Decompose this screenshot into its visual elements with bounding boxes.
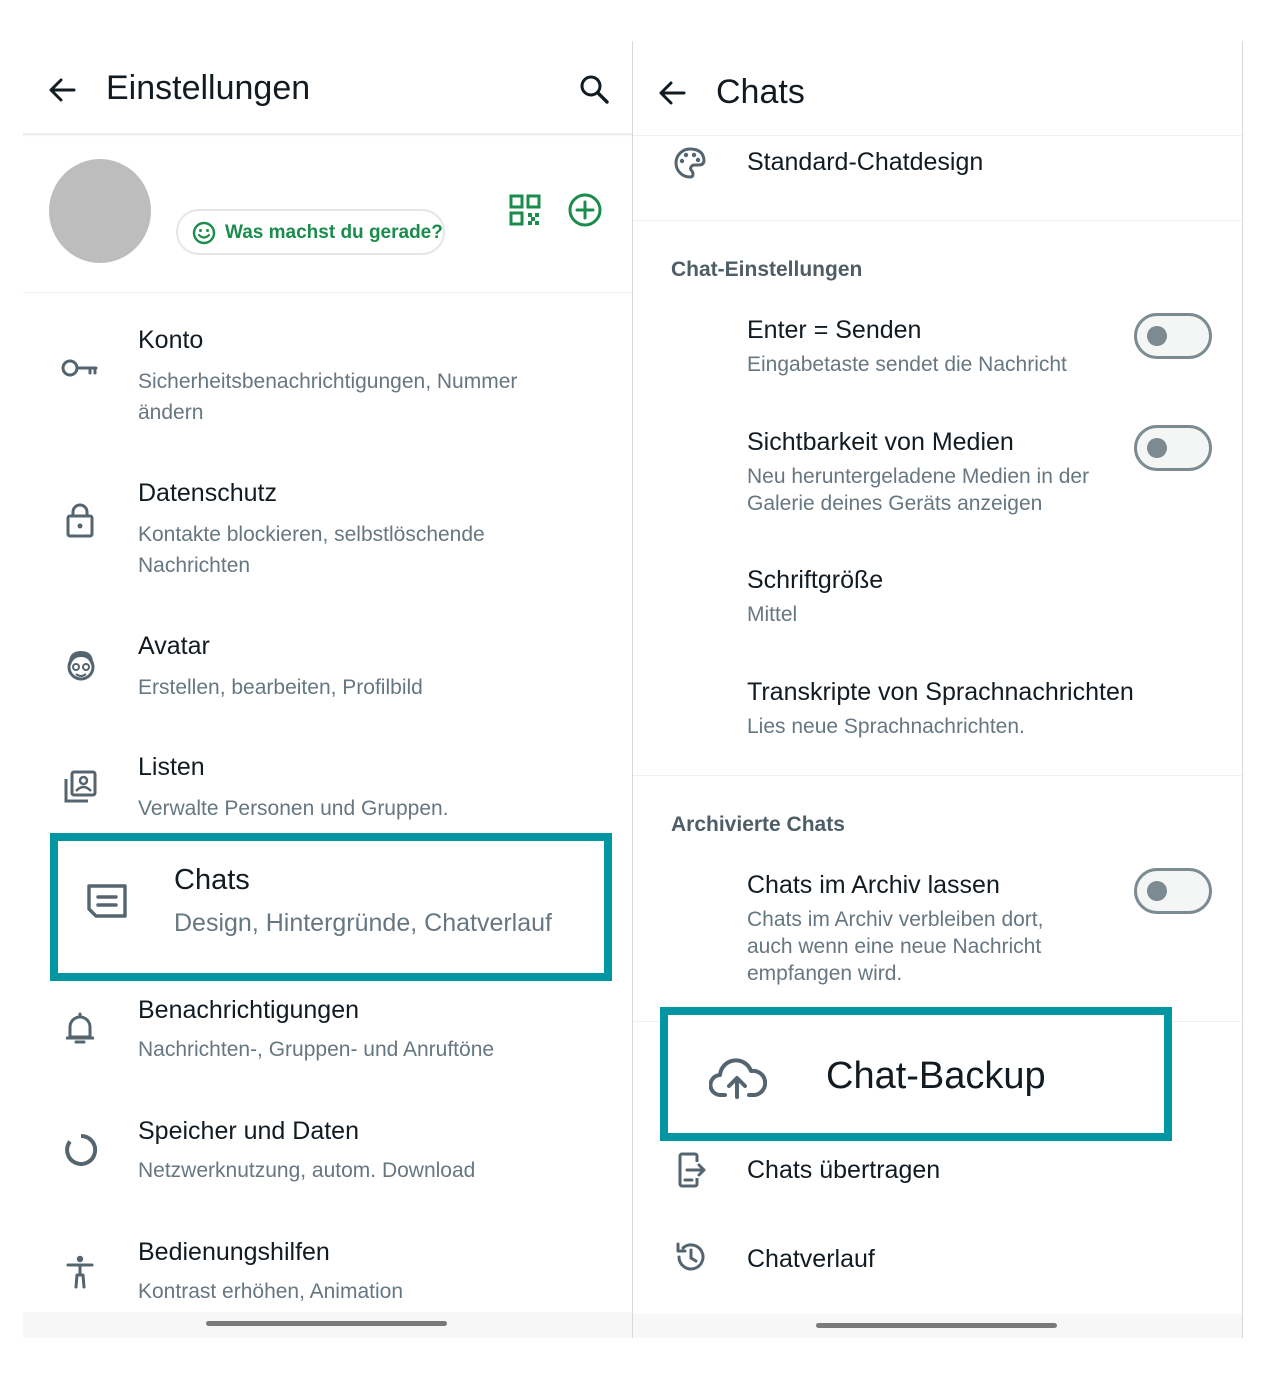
setting-title: Schriftgröße — [747, 566, 884, 594]
enter-send-setting[interactable] — [633, 311, 1242, 386]
status-placeholder: Was machst du gerade? — [225, 222, 443, 243]
keep-archived-setting[interactable] — [633, 866, 1242, 991]
key-icon — [61, 356, 99, 380]
settings-item-bedienungshilfen[interactable] — [23, 1233, 632, 1313]
item-title: Speicher und Daten — [138, 1117, 359, 1145]
transfer-label: Chats übertragen — [747, 1156, 941, 1184]
qr-code-icon[interactable] — [509, 194, 541, 226]
section-chat-settings: Chat-Einstellungen — [671, 258, 863, 281]
back-arrow-icon[interactable] — [657, 78, 687, 108]
font-size-setting[interactable] — [633, 561, 1242, 636]
history-label: Chatverlauf — [747, 1245, 875, 1273]
section-divider — [633, 220, 1242, 221]
search-icon[interactable] — [578, 73, 610, 105]
history-icon — [674, 1240, 708, 1274]
item-title: Avatar — [138, 632, 210, 660]
home-indicator[interactable] — [816, 1323, 1057, 1328]
setting-subtitle: Lies neue Sprachnachrichten. — [747, 715, 1025, 738]
item-subtitle: Netzwerknutzung, autom. Download — [138, 1159, 476, 1182]
settings-item-chats[interactable] — [50, 833, 612, 981]
section-divider — [633, 775, 1242, 776]
setting-title: Transkripte von Sprachnachrichten — [747, 678, 1134, 706]
media-visibility-toggle[interactable] — [1134, 425, 1212, 471]
item-subtitle: Sicherheitsbenachrichtigungen, Nummer — [138, 370, 518, 393]
transcripts-setting[interactable] — [633, 673, 1242, 748]
item-subtitle: Erstellen, bearbeiten, Profilbild — [138, 676, 423, 699]
palette-icon — [673, 146, 707, 180]
item-subtitle-2: Nachrichten — [138, 554, 251, 577]
setting-subtitle-2: Galerie deines Geräts anzeigen — [747, 492, 1043, 515]
item-title: Listen — [138, 753, 205, 781]
plus-circle-icon[interactable] — [567, 192, 603, 228]
chats-settings-panel — [633, 41, 1242, 1338]
setting-subtitle-3: empfangen wird. — [747, 962, 903, 985]
settings-panel — [23, 41, 632, 1338]
cloud-upload-icon — [709, 1057, 767, 1099]
theme-label: Standard-Chatdesign — [747, 148, 984, 176]
setting-value: Mittel — [747, 603, 798, 626]
item-subtitle: Kontrast erhöhen, Animation — [138, 1280, 404, 1303]
setting-title: Sichtbarkeit von Medien — [747, 428, 1014, 456]
transfer-chats-item[interactable] — [633, 1149, 1242, 1199]
settings-item-benachrichtigungen[interactable] — [23, 991, 632, 1071]
item-title: Bedienungshilfen — [138, 1238, 330, 1266]
panel-edge — [1242, 41, 1243, 1338]
chat-icon — [86, 883, 128, 919]
settings-item-listen[interactable] — [23, 748, 632, 828]
home-indicator[interactable] — [206, 1321, 447, 1326]
item-subtitle: Design, Hintergründe, Chatverlauf — [174, 909, 552, 937]
media-visibility-setting[interactable] — [633, 423, 1242, 523]
storage-circle-icon — [64, 1133, 98, 1167]
item-subtitle-2: ändern — [138, 401, 204, 424]
item-title: Chats — [174, 864, 250, 896]
accessibility-icon — [66, 1255, 94, 1289]
setting-subtitle: Neu heruntergeladene Medien in der — [747, 465, 1090, 488]
settings-item-datenschutz[interactable] — [23, 474, 632, 584]
keep-archived-toggle[interactable] — [1134, 868, 1212, 914]
section-archived: Archivierte Chats — [671, 813, 845, 836]
setting-subtitle: Chats im Archiv verbleiben dort, — [747, 908, 1044, 931]
bell-icon — [66, 1012, 94, 1046]
setting-title: Enter = Senden — [747, 316, 922, 344]
contacts-list-icon — [63, 770, 97, 804]
lock-icon — [65, 502, 95, 538]
item-subtitle: Nachrichten-, Gruppen- und Anruftöne — [138, 1038, 495, 1061]
item-title: Benachrichtigungen — [138, 996, 359, 1024]
back-arrow-icon[interactable] — [47, 75, 77, 105]
profile-divider — [23, 292, 632, 293]
settings-item-speicher[interactable] — [23, 1112, 632, 1192]
phone-transfer-icon — [677, 1152, 707, 1188]
settings-item-konto[interactable] — [23, 321, 632, 431]
header-shadow — [23, 133, 632, 137]
header-divider — [633, 135, 1242, 136]
smiley-icon — [192, 221, 216, 245]
avatar[interactable] — [49, 159, 151, 263]
setting-subtitle-2: auch wenn eine neue Nachricht — [747, 935, 1042, 958]
item-subtitle: Verwalte Personen und Gruppen. — [138, 797, 449, 820]
chat-history-item[interactable] — [633, 1238, 1242, 1288]
enter-send-toggle[interactable] — [1134, 313, 1212, 359]
item-title: Datenschutz — [138, 479, 277, 507]
theme-item[interactable] — [633, 141, 1242, 191]
chat-backup-item[interactable] — [660, 1007, 1172, 1141]
item-subtitle: Kontakte blockieren, selbstlöschende — [138, 523, 485, 546]
status-input[interactable] — [176, 209, 445, 255]
page-title: Chats — [716, 73, 805, 111]
setting-subtitle: Eingabetaste sendet die Nachricht — [747, 353, 1067, 376]
chat-backup-label: Chat-Backup — [826, 1055, 1046, 1097]
avatar-face-icon — [65, 649, 97, 683]
item-title: Konto — [138, 326, 204, 354]
setting-title: Chats im Archiv lassen — [747, 871, 1000, 899]
settings-item-avatar[interactable] — [23, 627, 632, 707]
page-title: Einstellungen — [106, 69, 311, 107]
